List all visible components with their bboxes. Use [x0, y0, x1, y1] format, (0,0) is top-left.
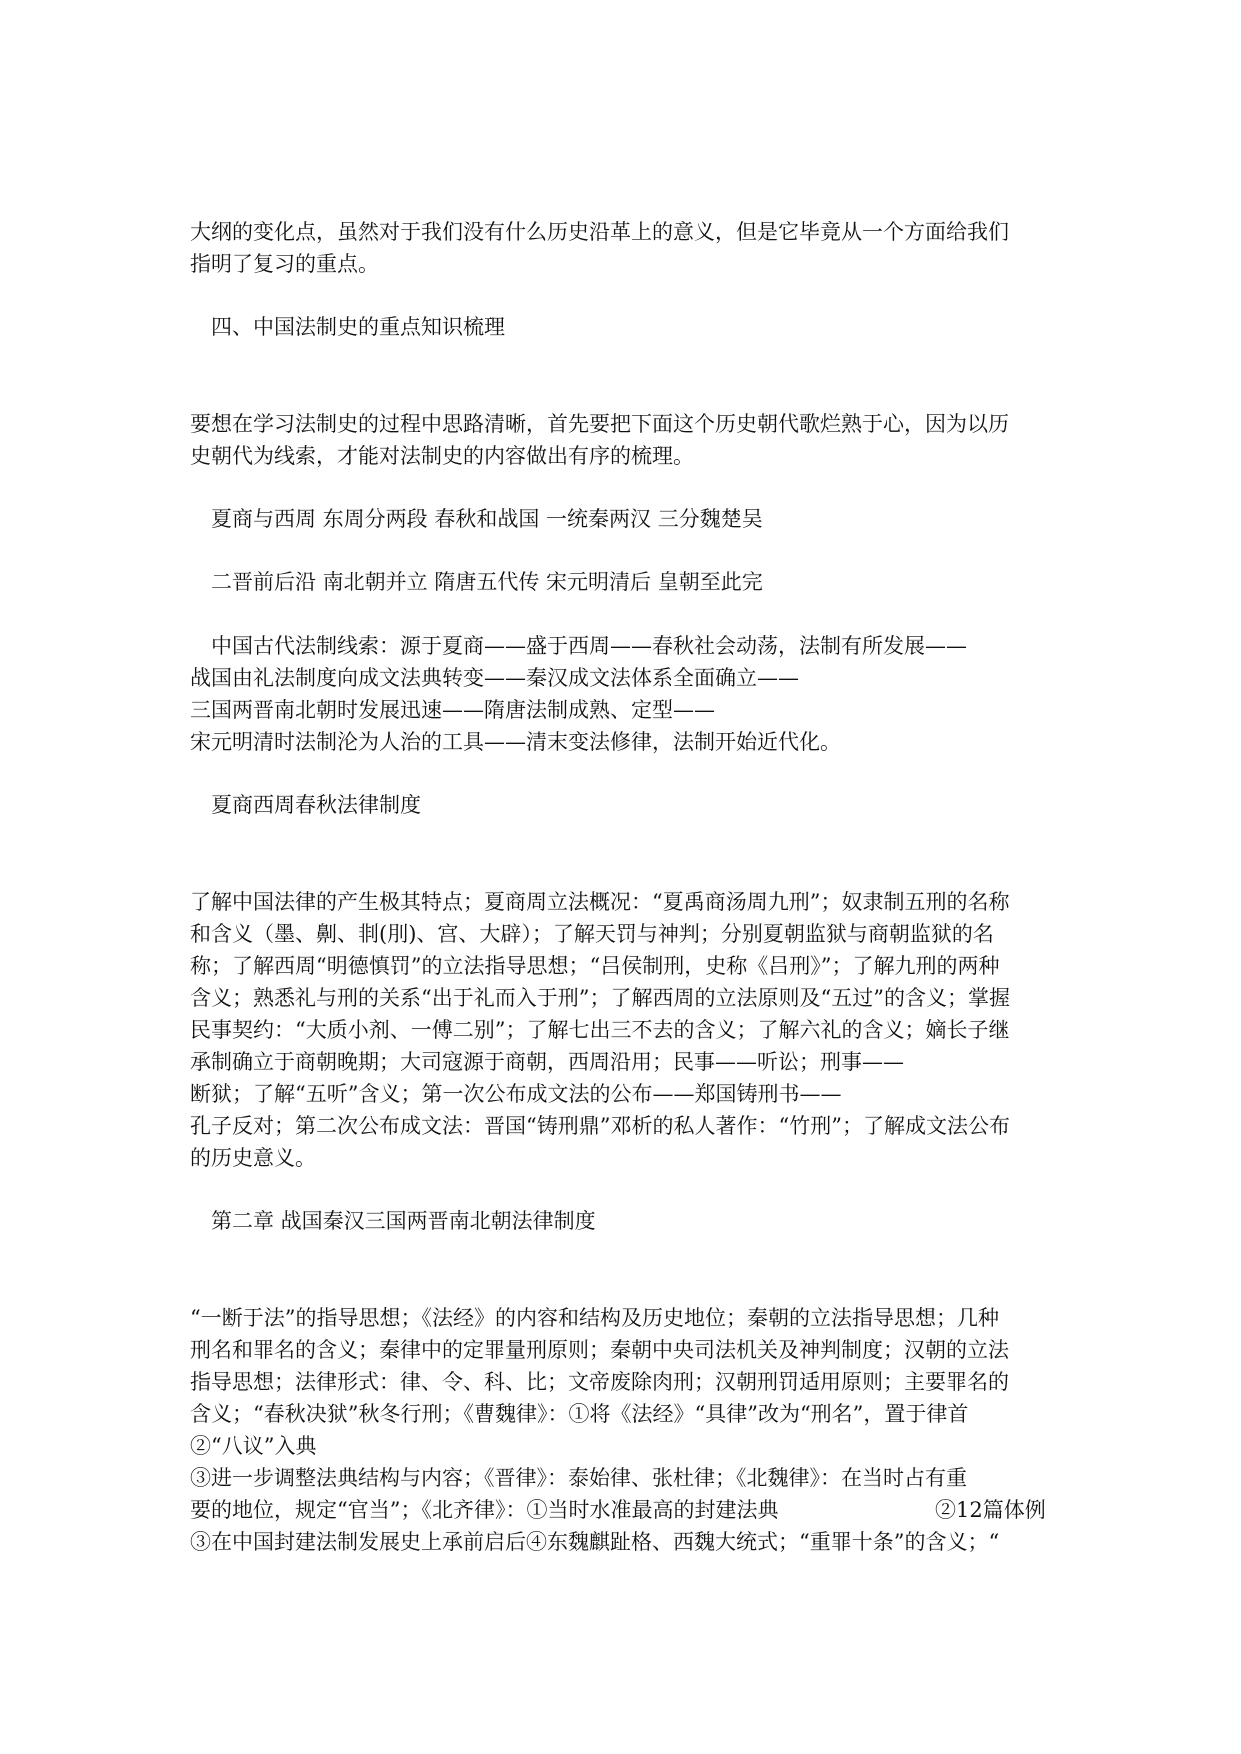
text-line: 要想在学习法制史的过程中思路清晰，首先要把下面这个历史朝代歌烂熟于心，因为以历 — [190, 412, 1009, 436]
paragraph-legal-thread — [190, 630, 1070, 758]
text-line: ③在中国封建法制发展史上承前启后④东魏麒趾格、西魏大统式；“重罪十条”的含义；“ — [190, 1530, 1000, 1554]
text-line: 要的地位，规定“官当”；《北齐律》：①当时水准最高的封建法典 — [190, 1498, 779, 1522]
text-line: 和含义（墨、劓、剕(刖)、宫、大辟）；了解天罚与神判；分别夏朝监狱与商朝监狱的名 — [190, 922, 994, 946]
text-line: 第二章 战国秦汉三国两晋南北朝法律制度 — [211, 1209, 596, 1233]
section-heading-four — [211, 311, 1091, 343]
text-line: 三国两晋南北朝时发展迅速——隋唐法制成熟、定型—— — [190, 698, 715, 722]
text-line: 含义；熟悉礼与刑的关系“出于礼而入于刑”；了解西周的立法原则及“五过”的含义；掌握 — [190, 986, 1010, 1010]
text-line: 断狱；了解“五听”含义；第一次公布成文法的公布——郑国铸刑书—— — [190, 1082, 842, 1106]
dynasty-song-line-2 — [211, 566, 1091, 598]
text-line: “一断于法”的指导思想；《法经》的内容和结构及历史地位；秦朝的立法指导思想；几种 — [190, 1306, 999, 1330]
text-line: 史朝代为线索，才能对法制史的内容做出有序的梳理。 — [190, 444, 694, 468]
text-line: 民事契约：“大质小剂、一傅二别”；了解七出三不去的含义；了解六礼的含义；嫡长子继 — [190, 1018, 1010, 1042]
inline-note-12-articles — [935, 1494, 1085, 1526]
text-line: 了解中国法律的产生极其特点；夏商周立法概况：“夏禹商汤周九刑”；奴隶制五刑的名称 — [190, 890, 1010, 914]
text-line: ③进一步调整法典结构与内容；《晋律》：泰始律、张杜律；《北魏律》：在当时占有重 — [190, 1466, 967, 1490]
text-line: 承制确立于商朝晚期；大司寇源于商朝，西周沿用；民事——听讼；刑事—— — [190, 1050, 904, 1074]
text-line: 称；了解西周“明德慎罚”的立法指导思想；“吕侯制刑，史称《吕刑》”；了解九刑的两种 — [190, 954, 1000, 978]
text-line: 指导思想；法律形式：律、令、科、比；文帝废除肉刑；汉朝刑罚适用原则；主要罪名的 — [190, 1370, 1009, 1394]
text-line: 指明了复习的重点。 — [190, 252, 379, 276]
paragraph-dynasty-intro — [190, 408, 1070, 472]
chapter-two-heading — [211, 1205, 1091, 1237]
text-line: 含义；“春秋决狱”秋冬行刑；《曹魏律》：①将《法经》“具律”改为“刑名”，置于律首 — [190, 1402, 969, 1426]
text-line: 刑名和罪名的含义；秦律中的定罪量刑原则；秦朝中央司法机关及神判制度；汉朝的立法 — [190, 1338, 1009, 1362]
paragraph-xia-shang-content — [190, 886, 1070, 1174]
text-line: 夏商与西周 东周分两段 春秋和战国 一统秦两汉 三分魏楚吴 — [211, 507, 763, 531]
text-line: 二晋前后沿 南北朝并立 隋唐五代传 宋元明清后 皇朝至此完 — [211, 570, 763, 594]
text-line: 大纲的变化点，虽然对于我们没有什么历史沿革上的意义，但是它毕竟从一个方面给我们 — [190, 220, 1009, 244]
text-line: 四、中国法制史的重点知识梳理 — [211, 315, 505, 339]
section-heading-xia-shang — [211, 789, 1091, 821]
text-line: 战国由礼法制度向成文法典转变——秦汉成文法体系全面确立—— — [190, 666, 799, 690]
text-line: ②12篇体例 — [935, 1498, 1046, 1522]
text-line: 中国古代法制线索：源于夏商——盛于西周——春秋社会动荡，法制有所发展—— — [211, 634, 967, 658]
dynasty-song-line-1 — [211, 503, 1091, 535]
text-line: 夏商西周春秋法律制度 — [211, 793, 421, 817]
text-line: 孔子反对；第二次公布成文法：晋国“铸刑鼎”邓析的私人著作：“竹刑”；了解成文法公布 — [190, 1114, 1010, 1138]
text-line: 宋元明清时法制沦为人治的工具——清末变法修律，法制开始近代化。 — [190, 730, 841, 754]
text-line: ②“八议”入典 — [190, 1434, 317, 1458]
text-line: 的历史意义。 — [190, 1146, 316, 1170]
paragraph-outline-change — [190, 216, 1070, 280]
